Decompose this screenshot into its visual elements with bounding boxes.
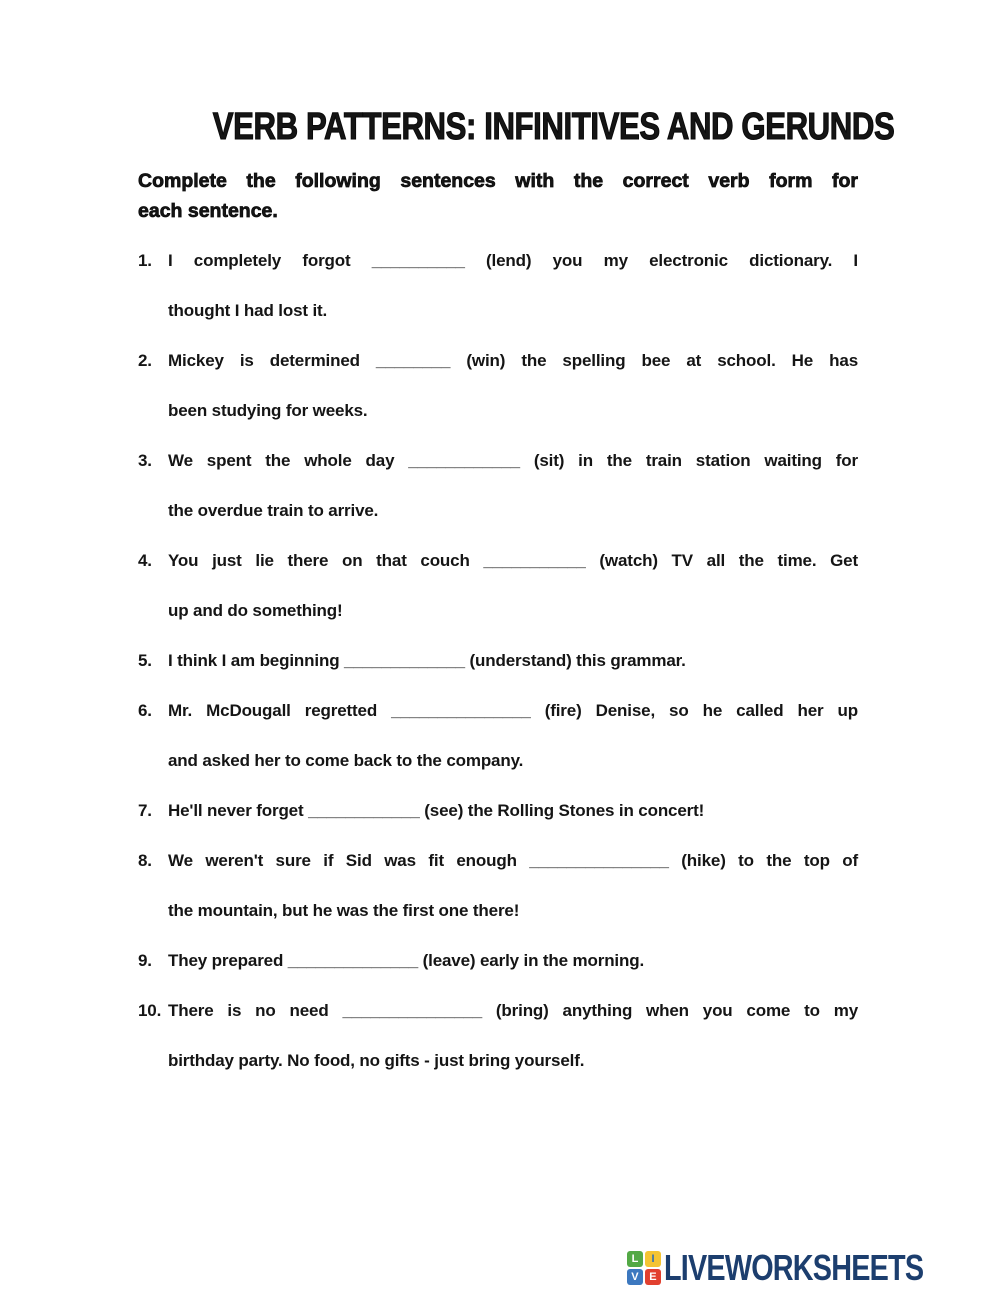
sentence-line: been studying for weeks. [168, 401, 368, 420]
item-number: 7. [138, 801, 152, 820]
exercise-item-6 [138, 686, 858, 786]
logo-square-e: E [645, 1269, 661, 1285]
logo-square-v: V [627, 1269, 643, 1285]
exercise-item-4 [138, 536, 858, 636]
sentence-line: I think I am beginning _____________ (understand) this grammar. [168, 651, 686, 670]
logo-squares-grid [627, 1251, 661, 1285]
sentence-line: You just lie there on that couch ___________ (watch) TV all the time. Get [168, 551, 858, 570]
sentence-line: We weren't sure if Sid was fit enough _______________ (hike) to the top of [168, 851, 858, 870]
item-number: 5. [138, 651, 152, 670]
item-number: 6. [138, 701, 152, 720]
sentence-line: the overdue train to arrive. [168, 501, 379, 520]
sentence-line: the mountain, but he was the first one there! [168, 901, 520, 920]
exercise-item-2 [138, 336, 858, 436]
item-number: 3. [138, 451, 152, 470]
sentence-line: There is no need _______________ (bring) anything when you come to my [168, 1001, 858, 1020]
instructions-line-2: each sentence. [138, 200, 278, 222]
sentence-line: They prepared ______________ (leave) early in the morning. [168, 951, 645, 970]
sentence-line: Mr. McDougall regretted _______________ (fire) Denise, so he called her up [168, 701, 858, 720]
exercise-item-8 [138, 836, 858, 936]
exercise-item-10 [138, 986, 858, 1086]
logo-square-i: I [645, 1251, 661, 1267]
sentence-line: I completely forgot __________ (lend) you my electronic dictionary. I [168, 251, 858, 270]
instructions [138, 166, 858, 226]
item-number: 8. [138, 851, 152, 870]
exercise-item-1 [138, 236, 858, 336]
sentence-line: birthday party. No food, no gifts - just bring yourself. [168, 1051, 585, 1070]
exercise-list [138, 236, 858, 1086]
item-number: 2. [138, 351, 152, 370]
sentence-line: He'll never forget ____________ (see) the Rolling Stones in concert! [168, 801, 705, 820]
title-row [138, 106, 895, 149]
logo-square-l: L [627, 1251, 643, 1267]
exercise-item-9 [138, 936, 858, 986]
page-title: VERB PATTERNS: INFINITIVES AND GERUNDS [212, 106, 895, 148]
sentence-line: up and do something! [168, 601, 343, 620]
sentence-line: and asked her to come back to the company. [168, 751, 524, 770]
exercise-item-5 [138, 636, 858, 686]
item-number: 4. [138, 551, 152, 570]
sentence-line: We spent the whole day ____________ (sit) in the train station waiting for [168, 451, 858, 470]
item-number: 10. [138, 1001, 162, 1020]
brand-wordmark: LIVEWORKSHEETS [663, 1247, 924, 1288]
exercise-item-7 [138, 786, 858, 836]
sentence-line: Mickey is determined ________ (win) the spelling bee at school. He has [168, 351, 858, 370]
liveworksheets-logo[interactable] [627, 1247, 988, 1289]
item-number: 1. [138, 251, 152, 270]
instructions-line-1: Complete the following sentences with the correct verb form for [138, 170, 858, 192]
sentence-line: thought I had lost it. [168, 301, 328, 320]
exercise-item-3 [138, 436, 858, 536]
item-number: 9. [138, 951, 152, 970]
